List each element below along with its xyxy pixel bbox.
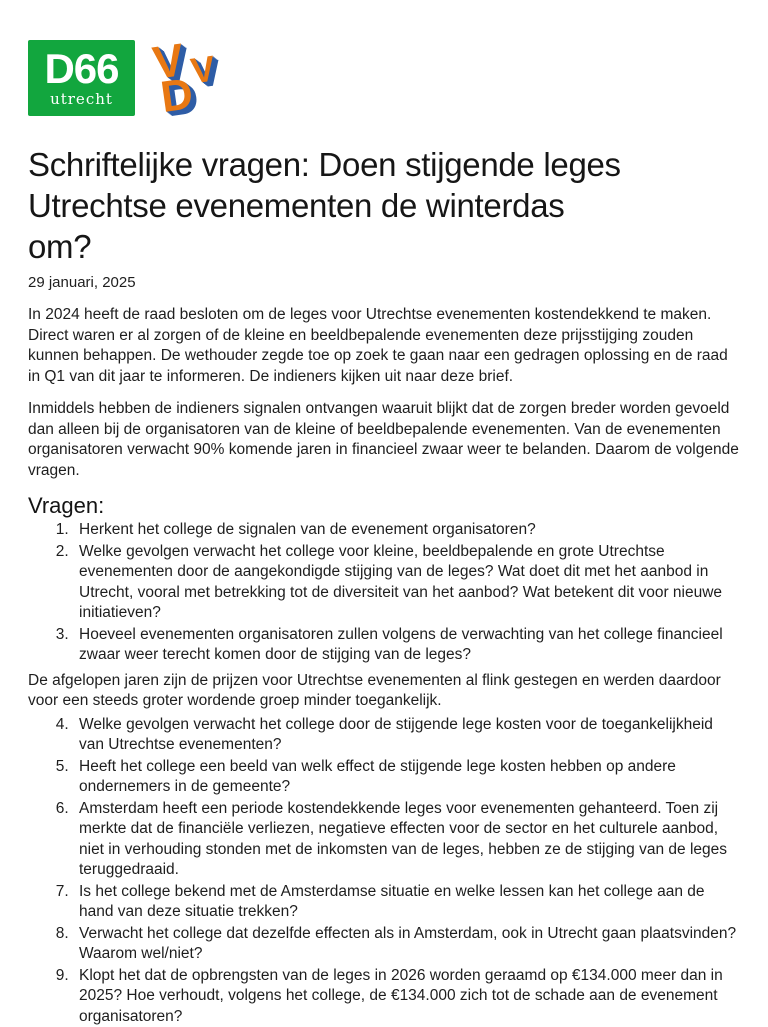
question-item-9: 9. Klopt het dat de opbrengsten van de leges in 2026 worden geraamd op €134.000 meer dan in 2025? Hoe verhoudt, volgens het college, de €134.000 zich tot de schade aan de evenement organisatoren?: [73, 966, 742, 1027]
question-item-6: 6. Amsterdam heeft een periode kostendekkende leges voor evenementen gehanteerd. Toen zij merkte dat de financiële verliezen, negatieve effecten voor de sector en het culturele aanbod, niet in verhouding stonden met de inkomsten van de leges, hebben ze de stijging van de leges teruggedraaid.: [73, 799, 742, 881]
question-item-7: 7. Is het college bekend met de Amsterdamse situatie en welke lessen kan het college aan de hand van deze situatie trekken?: [73, 882, 742, 923]
vvd-logo: [153, 34, 238, 124]
questions-list-1: [28, 520, 742, 666]
page-title-line-2: Utrechtse evenementen de winterdas: [28, 185, 742, 226]
question-item-3: 3. Hoeveel evenementen organisatoren zullen volgens de verwachting van het college financieel zwaar weer terecht komen door de stijging van de leges?: [73, 625, 742, 666]
d66-logo: [28, 40, 135, 116]
page-title-line-3: om?: [28, 226, 742, 267]
vvd-letter-v1: V: [150, 36, 187, 86]
question-item-1: 1. Herkent het college de signalen van de evenement organisatoren?: [73, 520, 742, 541]
page-title: [28, 144, 742, 267]
intro-paragraph-1: In 2024 heeft de raad besloten om de leges voor Utrechtse evenementen kostendekkend te maken. Direct waren er al zorgen of de kleine en beeldbepalende evenementen deze prijsstijging zouden kunnen behappen. De wethouder zegde toe op zoek te gaan naar een gedragen oplossing en de raad in Q1 van dit jaar te informeren. De indieners kijken uit naar deze brief.: [28, 305, 742, 387]
mid-paragraph: De afgelopen jaren zijn de prijzen voor Utrechtse evenementen al flink gestegen en werden daardoor voor een steeds groter wordende groep minder toegankelijk.: [28, 671, 742, 712]
header-logos: [28, 40, 742, 118]
questions-list-2: [28, 715, 742, 1027]
vvd-letter-d: D: [158, 72, 196, 120]
intro-paragraph-2: Inmiddels hebben de indieners signalen ontvangen waaruit blijkt dat de zorgen breder worden gevoeld dan alleen bij de organisatoren van de kleine of beeldbepalende evenementen. Van de evenementen organisatoren verwacht 90% komende jaren in financieel zwaar weer te belanden. Daarom de volgende vragen.: [28, 399, 742, 481]
question-item-8: 8. Verwacht het college dat dezelfde effecten als in Amsterdam, ook in Utrecht gaan plaatsvinden? Waarom wel/niet?: [73, 924, 742, 965]
vvd-letter-v2: V: [189, 51, 218, 90]
page-title-line-1: Schriftelijke vragen: Doen stijgende leges: [28, 144, 742, 185]
questions-heading: Vragen:: [28, 494, 742, 518]
question-item-2: 2. Welke gevolgen verwacht het college voor kleine, beeldbepalende en grote Utrechtse evenementen door de aangekondigde stijging van de leges? Wat doet dit met het aanbod in Utrecht, vooral met betrekking tot de diversiteit van het aanbod? Wat betekent dit voor nieuwe initiatieven?: [73, 542, 742, 624]
d66-logo-subtext: utrecht: [50, 92, 113, 107]
publication-date: 29 januari, 2025: [28, 273, 742, 293]
question-item-4: 4. Welke gevolgen verwacht het college door de stijgende lege kosten voor de toegankelijkheid van Utrechtse evenementen?: [73, 715, 742, 756]
question-item-5: 5. Heeft het college een beeld van welk effect de stijgende lege kosten hebben op andere ondernemers in de gemeente?: [73, 757, 742, 798]
d66-logo-text: D66: [44, 49, 118, 89]
